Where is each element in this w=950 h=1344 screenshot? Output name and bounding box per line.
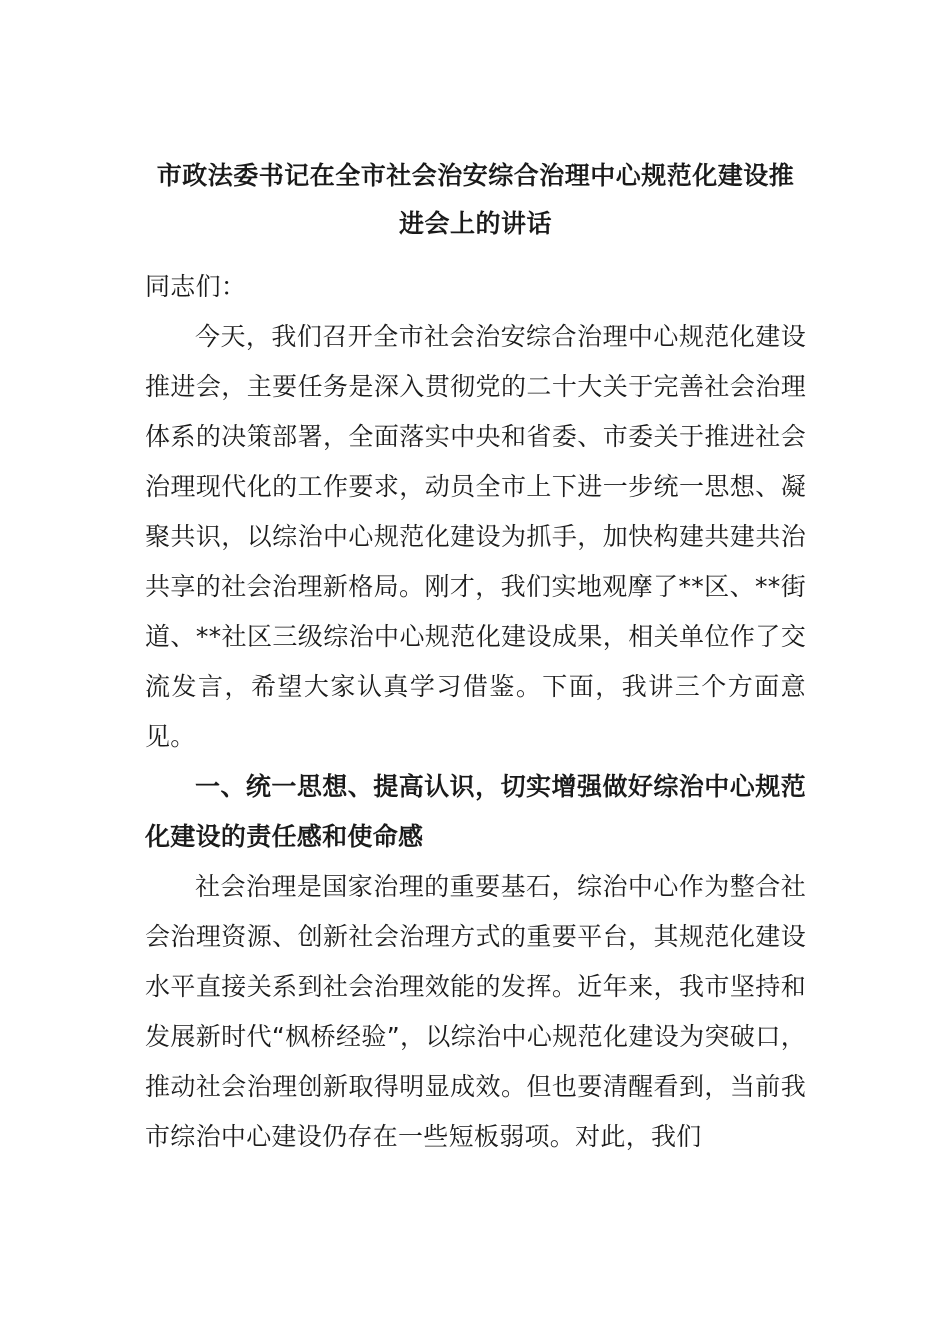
- document-title: 市政法委书记在全市社会治安综合治理中心规范化建设推进会上的讲话: [156, 161, 795, 238]
- section-heading-1: 一、统一思想、提高认识，切实增强做好综治中心规范化建设的责任感和使命感: [145, 772, 806, 851]
- section-1-paragraph: 社会治理是国家治理的重要基石，综治中心作为整合社会治理资源、创新社会治理方式的重要平台，其规范化建设水平直接关系到社会治理效能的发挥。近年来，我市坚持和发展新时代“枫桥经验”，以综治中心规范化建设为突破口，推动社会治理创新取得明显成效。但也要清醒看到，当前我市综治中心建设仍存在一些短板弱项。对此，我们: [145, 872, 806, 1151]
- document-body: [145, 262, 806, 1162]
- salutation: 同志们：: [145, 272, 247, 301]
- intro-paragraph: 今天，我们召开全市社会治安综合治理中心规范化建设推进会，主要任务是深入贯彻党的二十大关于完善社会治理体系的决策部署，全面落实中央和省委、市委关于推进社会治理现代化的工作要求，动员全市上下进一步统一思想、凝聚共识，以综治中心规范化建设为抓手，加快构建共建共治共享的社会治理新格局。刚才，我们实地观摩了**区、**街道、**社区三级综治中心规范化建设成果，相关单位作了交流发言，希望大家认真学习借鉴。下面，我讲三个方面意见。: [145, 322, 806, 751]
